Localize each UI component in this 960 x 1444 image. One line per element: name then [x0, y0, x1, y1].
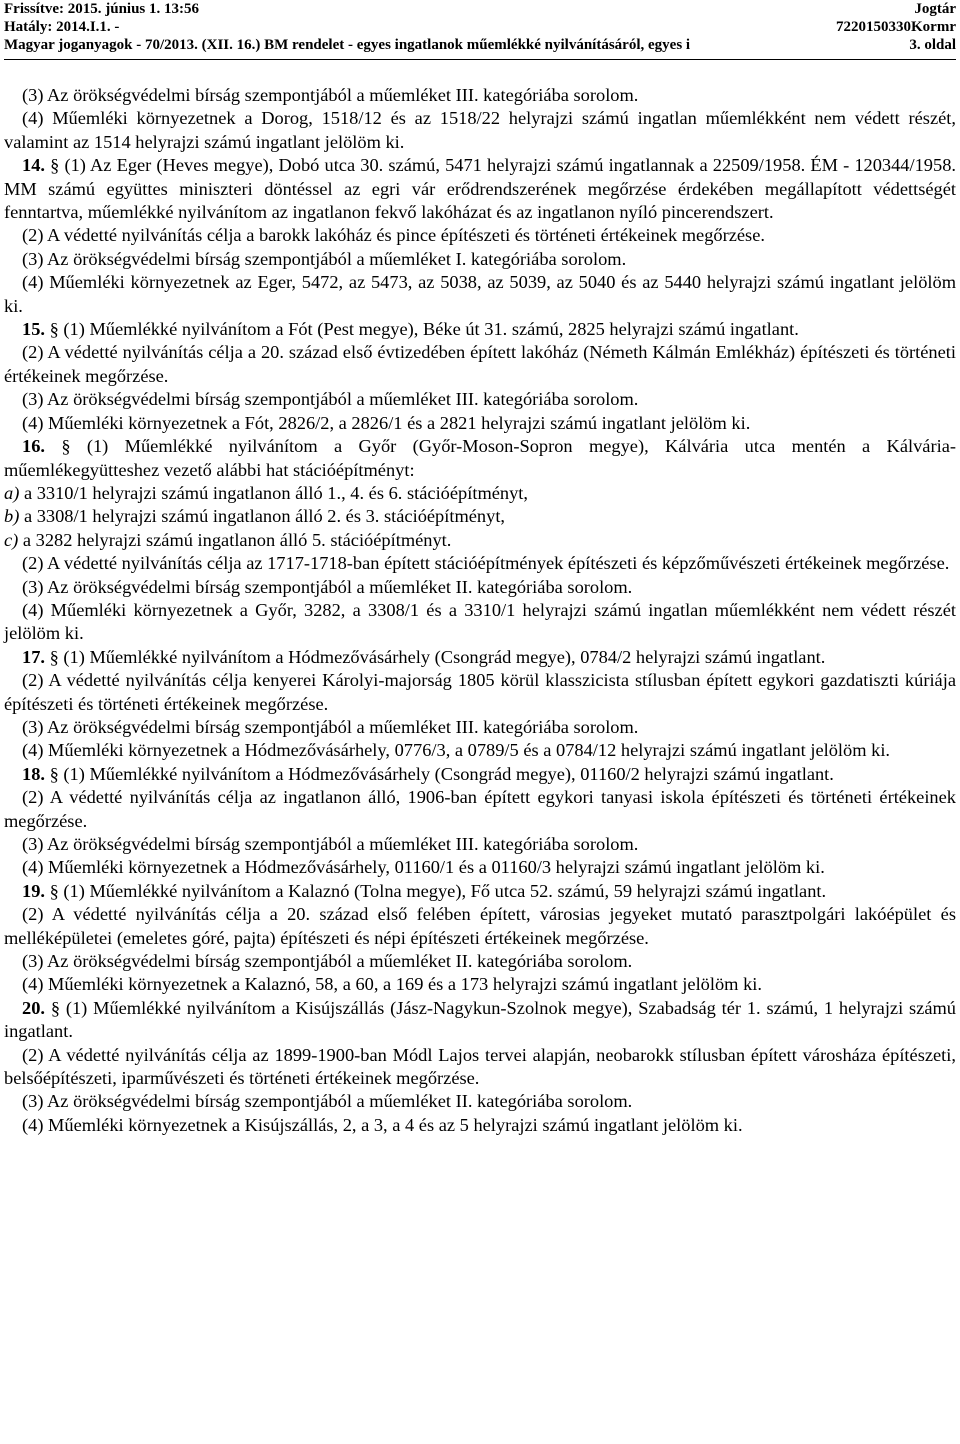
paragraph: (3) Az örökségvédelmi bírság szempontjából a műemléket II. kategóriába sorolom. — [22, 1091, 633, 1112]
paragraph: (3) Az örökségvédelmi bírság szempontjából a műemléket III. kategóriába sorolom. — [22, 834, 639, 854]
paragraph: (3) Az örökségvédelmi bírság szempontjából a műemléket I. kategóriába sorolom. — [22, 248, 627, 269]
list-item-text: a 3310/1 helyrajzi számú ingatlanon álló 1., 4. és 6. stációépítményt, — [23, 482, 529, 503]
section-number: 16. — [22, 436, 45, 457]
paragraph: (4) Műemléki környezetnek a Kisújszállás, 2, a 3, a 4 és az 5 helyrajzi számú ingatlant jelölöm ki. — [22, 1114, 743, 1135]
section-text: § (1) Műemlékké nyilvánítom a Hódmezővásárhely (Csongrád megye), 0784/2 helyrajzi számú ingatlant. — [49, 646, 826, 667]
section-number: 17. — [22, 646, 45, 667]
document-title: Magyar joganyagok - 70/2013. (XII. 16.) BM rendelet - egyes ingatlanok műemlékké nyilvánításáról, egyes i — [4, 37, 691, 53]
list-item — [4, 529, 956, 552]
section-text: § (1) Műemlékké nyilvánítom a Győr (Győr-Moson-Sopron megye), Kálvária utca mentén a Kálvária-műemlékegyütteshez vezető alábbi hat stációépítményt: — [4, 436, 956, 480]
section-text: § (1) Az Eger (Heves megye), Dobó utca 30. számú, 5471 helyrajzi számú ingatlannak a 22509/1958. ÉM - 120344/1958. MM számú együttes miniszteri döntéssel az egri vár erődrendszerének megőrzése érdekében megállapított védettségét fenntartva, műemlékké nyilvánítom az ingatlanon fekvő lakóházat és az ingatlanon nyíló pincerendszert. — [4, 155, 956, 223]
document-id: 7220150330Kormr — [836, 19, 956, 35]
header-row-1 — [4, 0, 956, 18]
paragraph: (4) Műemléki környezetnek a Dorog, 1518/12 és az 1518/22 helyrajzi számú ingatlan műemlékként nem védett részét, valamint az 1514 helyrajzi számú ingatlant jelölöm ki. — [4, 108, 956, 152]
section-paragraph — [4, 997, 956, 1044]
paragraph: (3) Az örökségvédelmi bírság szempontjából a műemléket III. kategóriába sorolom. — [22, 716, 639, 737]
page-header — [4, 0, 956, 56]
header-row-3 — [4, 36, 956, 54]
paragraph: (4) Műemléki környezetnek a Fót, 2826/2, a 2826/1 és a 2821 helyrajzi számú ingatlant jelölöm ki. — [22, 412, 751, 433]
section-text: § (1) Műemlékké nyilvánítom a Kisújszállás (Jász-Nagykun-Szolnok megye), Szabadság tér 1. számú, 1 helyrajzi számú ingatlant. — [4, 997, 956, 1042]
list-item — [4, 505, 956, 528]
section-text: § (1) Műemlékké nyilvánítom a Fót (Pest megye), Béke út 31. számú, 2825 helyrajzi számú ingatlant. — [49, 319, 799, 340]
section-number: 14. — [22, 155, 45, 176]
paragraph: (3) Az örökségvédelmi bírság szempontjából a műemléket II. kategóriába sorolom. — [22, 576, 633, 597]
list-item — [4, 482, 956, 505]
paragraph: (3) Az örökségvédelmi bírság szempontjából a műemléket II. kategóriába sorolom. — [22, 951, 633, 972]
section-paragraph — [4, 435, 956, 482]
section-paragraph — [4, 154, 956, 224]
publisher-name: Jogtár — [914, 1, 956, 17]
section-paragraph — [4, 763, 956, 786]
paragraph: (3) Az örökségvédelmi bírság szempontjából a műemléket III. kategóriába sorolom. — [22, 85, 639, 105]
section-number: 19. — [22, 880, 45, 901]
paragraph: (4) Műemléki környezetnek a Hódmezővásárhely, 0776/3, a 0789/5 és a 0784/12 helyrajzi számú ingatlant jelölöm ki. — [22, 740, 891, 761]
section-number: 18. — [22, 763, 45, 784]
page-number: 3. oldal — [909, 37, 956, 53]
paragraph: (2) A védetté nyilvánítás célja az 1717-1718-ban épített stációépítmények építészeti és képzőművészeti értékeinek megőrzése. — [22, 553, 950, 574]
paragraph: (2) A védetté nyilvánítás célja a 20. század első felében épített, városias jegyeket mutató parasztpolgári lakóépület és melléképületei (emeletes góré, pajta) építészeti és népi építészeti értékeinek megőrzése. — [4, 904, 956, 948]
paragraph: (4) Műemléki környezetnek a Hódmezővásárhely, 01160/1 és a 01160/3 helyrajzi számú ingatlant jelölöm ki. — [22, 857, 825, 878]
list-marker: a) — [4, 482, 20, 503]
header-divider — [4, 59, 956, 60]
validity-range: Hatály: 2014.I.1. - — [4, 19, 120, 35]
paragraph: (2) A védetté nyilvánítás célja a barokk lakóház és pince építészeti és történeti értékeinek megőrzése. — [22, 225, 765, 246]
header-row-2 — [4, 18, 956, 36]
paragraph: (4) Műemléki környezetnek a Kalaznó, 58, a 60, a 169 és a 173 helyrajzi számú ingatlant jelölöm ki. — [22, 974, 762, 995]
section-text: § (1) Műemlékké nyilvánítom a Kalaznó (Tolna megye), Fő utca 52. számú, 59 helyrajzi számú ingatlant. — [49, 880, 827, 901]
section-number: 15. — [22, 319, 45, 340]
paragraph: (2) A védetté nyilvánítás célja az ingatlanon álló, 1906-ban épített egykori tanyasi iskola építészeti és történeti értékeinek megőrzése. — [4, 787, 956, 831]
paragraph: (2) A védetté nyilvánítás célja a 20. század első évtizedében épített lakóház (Németh Kálmán Emlékház) építészeti és történeti értékeinek megőrzése. — [4, 342, 956, 386]
paragraph: (2) A védetté nyilvánítás célja az 1899-1900-ban Módl Lajos tervei alapján, neobarokk stílusban épített városháza építészeti, belsőépítészeti, iparművészeti és történeti értékeinek megőrzése. — [4, 1044, 956, 1089]
update-date: Frissítve: 2015. június 1. 13:56 — [4, 1, 199, 17]
section-paragraph — [4, 880, 956, 903]
section-number: 20. — [22, 997, 45, 1018]
paragraph: (3) Az örökségvédelmi bírság szempontjából a műemléket III. kategóriába sorolom. — [22, 389, 639, 410]
document-body — [4, 84, 956, 1137]
section-paragraph — [4, 646, 956, 669]
paragraph: (2) A védetté nyilvánítás célja kenyerei Károlyi-majorság 1805 körül klasszicista stílusban épített egykori gazdatiszti kúriája építészeti és történeti értékeinek megőrzése. — [4, 670, 956, 714]
list-item-text: a 3282 helyrajzi számú ingatlanon álló 5. stációépítményt. — [22, 529, 452, 550]
paragraph: (4) Műemléki környezetnek a Győr, 3282, a 3308/1 és a 3310/1 helyrajzi számú ingatlan műemlékként nem védett részét jelölöm ki. — [4, 599, 956, 644]
list-marker: c) — [4, 529, 19, 550]
section-paragraph — [4, 318, 956, 341]
list-marker: b) — [4, 506, 20, 527]
paragraph: (4) Műemléki környezetnek az Eger, 5472, az 5473, az 5038, az 5039, az 5040 és az 5440 helyrajzi számú ingatlant jelölöm ki. — [4, 272, 956, 316]
list-item-text: a 3308/1 helyrajzi számú ingatlanon álló 2. és 3. stációépítményt, — [23, 506, 506, 527]
section-text: § (1) Műemlékké nyilvánítom a Hódmezővásárhely (Csongrád megye), 01160/2 helyrajzi számú ingatlant. — [49, 763, 834, 784]
